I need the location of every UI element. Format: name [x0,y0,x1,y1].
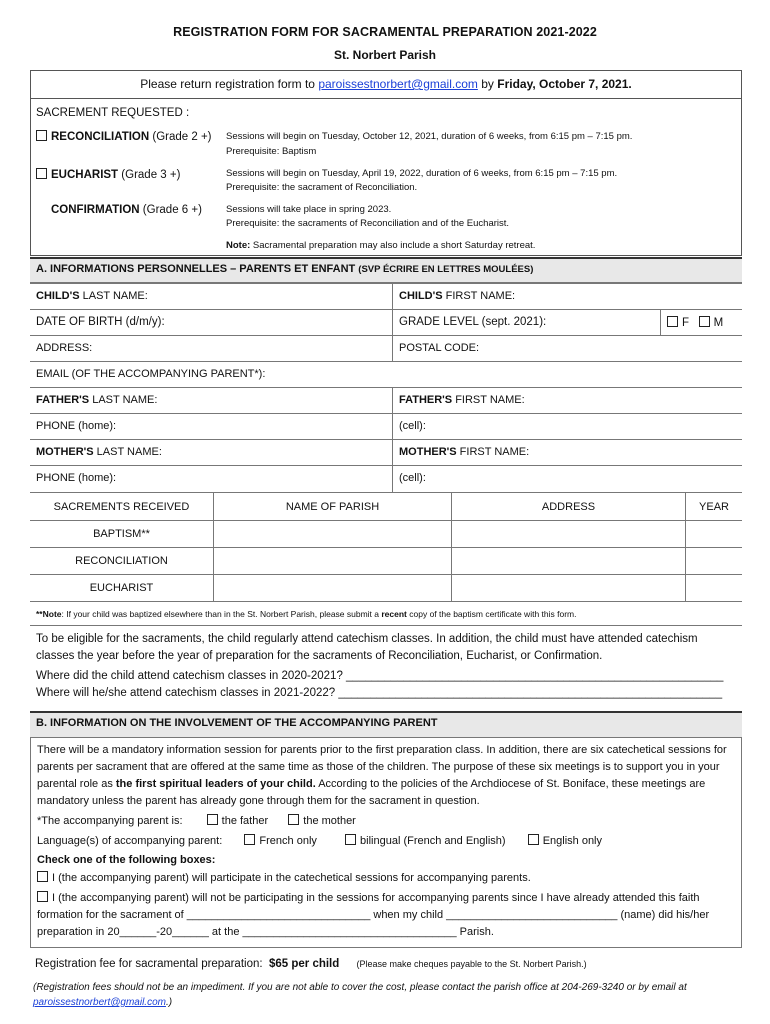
eucharist-parish-cell[interactable] [213,575,451,601]
baptism-footnote: **Note: If your child was baptized elsewhere than in the St. Norbert Parish, please submit a recent copy of the baptism certificate with this form. [36,609,577,619]
fee-email-link[interactable]: paroissestnorbert@gmail.com [33,997,166,1008]
email-row [30,361,742,387]
table-row [30,547,742,574]
table-row [30,520,742,547]
eligibility-block [30,625,742,711]
sacrament-heading: SACREMENT REQUESTED : [36,107,190,119]
baptism-parish-cell[interactable] [213,521,451,547]
gender-options: F M [660,310,742,335]
section-b-header: B. INFORMATION ON THE INVOLVEMENT OF THE ACCOMPANYING PARENT [30,711,742,738]
date-of-birth-field[interactable]: DATE OF BIRTH (d/m/y): [36,316,165,328]
mother-phone-row [30,465,742,492]
row-label-eucharist: EUCHARIST [89,582,154,594]
catechism-2020-question[interactable]: Where did the child attend catechism classes in 2020-2021? ___________________________________________________________ [36,670,724,682]
eucharist-line2: Prerequisite: the sacrament of Reconciliation. [226,182,418,193]
father-last-name-field[interactable]: FATHER'S LAST NAME: [36,394,158,406]
eucharist-line1: Sessions will begin on Tuesday, April 19, 2022, duration of 6 weeks, from 6:15 pm – 7:15 pm. [226,168,618,179]
row-label-reconciliation: RECONCILIATION [75,555,168,567]
return-email-link[interactable]: paroissestnorbert@gmail.com [318,77,478,91]
reconciliation-address-cell[interactable] [451,548,685,574]
reconciliation-line2: Prerequisite: Baptism [226,146,317,157]
retreat-note: Note: Sacramental preparation may also include a short Saturday retreat. [226,240,536,251]
col-address: ADDRESS [451,493,685,520]
postal-code-field[interactable]: POSTAL CODE: [392,336,742,361]
french-only-checkbox[interactable] [244,834,255,845]
eucharist-year-cell[interactable] [685,575,742,601]
eucharist-checkbox[interactable] [36,168,47,179]
participate-option[interactable]: I (the accompanying parent) will participate in the catechetical sessions for accompanying parents. [37,870,735,887]
father-checkbox[interactable] [207,814,218,825]
address-field[interactable]: ADDRESS: [36,342,93,354]
section-a-header: A. INFORMATIONS PERSONNELLES – PARENTS ET ENFANT (SVP ÉCRIRE EN LETTRES MOULÉES) [30,257,742,283]
return-deadline: Friday, October 7, 2021. [497,77,632,91]
accompanying-parent-row: *The accompanying parent is: the father the mother [37,815,356,827]
sacraments-table-header [30,492,742,520]
female-checkbox[interactable] [667,316,678,327]
reconciliation-year-cell[interactable] [685,548,742,574]
email-field[interactable]: EMAIL (OF THE ACCOMPANYING PARENT*): [36,368,266,380]
baptism-year-cell[interactable] [685,521,742,547]
father-first-name-field[interactable]: FATHER'S FIRST NAME: [392,388,742,413]
return-note: Please return registration form to paroissestnorbert@gmail.com by Friday, October 7, 2021. [30,70,742,99]
eligibility-text: To be eligible for the sacraments, the child regularly attend catechism classes. In addition, the child must have attended catechism classes the year before the year of preparation for the sacraments of Reconciliation, Eucharist, or Confirmation. [36,633,698,662]
row-label-baptism: BAPTISM** [93,528,150,540]
baptism-address-cell[interactable] [451,521,685,547]
confirmation-line1: Sessions will take place in spring 2023. [226,204,392,215]
father-cell-field[interactable]: (cell): [392,414,742,439]
reconciliation-line1: Sessions will begin on Tuesday, October 12, 2021, duration of 6 weeks, from 6:15 pm – 7:15 pm. [226,131,633,142]
catechism-2021-question[interactable]: Where will he/she attend catechism classes in 2021-2022? ____________________________________________________________ [36,687,723,699]
mother-home-phone-field[interactable]: PHONE (home): [36,472,117,484]
father-phone-row [30,413,742,439]
col-parish: NAME OF PARISH [213,493,451,520]
parish-name: St. Norbert Parish [333,48,437,62]
section-b-paragraph: There will be a mandatory information session for parents prior to the first preparation class. In addition, there are six catechetical sessions for parents per sacrament that are offered at the same time as those of the children. The purpose of these six meetings is to support you in your parental role as the first spiritual leaders of your child. According to the policies of the Archdiocese of St. Boniface, these meetings are mandatory unless the parent has already gone through them for the sacrament in question. [37,744,727,807]
father-name-row [30,387,742,413]
child-first-name-field[interactable]: CHILD'S FIRST NAME: [392,284,742,309]
mother-name-row [30,439,742,465]
check-one-label: Check one of the following boxes: [37,854,216,866]
father-home-phone-field[interactable]: PHONE (home): [36,420,117,432]
fee-row: Registration fee for sacramental preparation: $65 per child (Please make cheques payable to the St. Norbert Parish.) [35,958,587,970]
baptism-footnote-row [30,601,742,625]
address-row [30,335,742,361]
english-only-checkbox[interactable] [528,834,539,845]
mother-cell-field[interactable]: (cell): [392,466,742,492]
col-sacraments: SACREMENTS RECEIVED [53,501,190,513]
reconciliation-checkbox[interactable] [36,130,47,141]
fee-waiver-note: (Registration fees should not be an impediment. If you are not able to cover the cost, please contact the parish office at 204-269-3240 or by email at paroissestnorbert@gmail.com.) [33,982,687,1008]
not-participate-checkbox[interactable] [37,891,48,902]
section-b-body [30,738,742,948]
mother-checkbox[interactable] [288,814,299,825]
child-last-name-field[interactable]: CHILD'S LAST NAME: [36,290,148,302]
col-year: YEAR [685,493,742,520]
confirmation-line2: Prerequisite: the sacraments of Reconciliation and of the Eucharist. [226,218,510,229]
confirmation-option[interactable]: CONFIRMATION (Grade 6 +) [51,204,202,216]
participate-checkbox[interactable] [37,871,48,882]
grade-level-field[interactable]: GRADE LEVEL (sept. 2021): [392,310,660,335]
table-row [30,574,742,601]
mother-last-name-field[interactable]: MOTHER'S LAST NAME: [36,446,162,458]
dob-row [30,309,742,335]
eucharist-address-cell[interactable] [451,575,685,601]
eucharist-option[interactable]: EUCHARIST (Grade 3 +) [36,168,180,181]
not-participate-option[interactable]: I (the accompanying parent) will not be participating in the sessions for accompanying parents since I have already attended this faith formation for the sacrament of ______________________________ when my child ____________________________ (name) did his/her preparation in 20______-20______ at the ___________________________________ Parish. [37,892,710,938]
mother-first-name-field[interactable]: MOTHER'S FIRST NAME: [392,440,742,465]
form-title: REGISTRATION FORM FOR SACRAMENTAL PREPARATION 2021-2022 [173,25,597,39]
male-checkbox[interactable] [699,316,710,327]
cheques-note: (Please make cheques payable to the St. Norbert Parish.) [356,959,587,969]
fee-amount: $65 per child [268,958,340,970]
bilingual-checkbox[interactable] [345,834,356,845]
child-name-row [30,283,742,309]
reconciliation-option[interactable]: RECONCILIATION (Grade 2 +) [36,130,212,143]
language-row: Language(s) of accompanying parent: French only bilingual (French and English) English only [37,835,603,847]
reconciliation-parish-cell[interactable] [213,548,451,574]
